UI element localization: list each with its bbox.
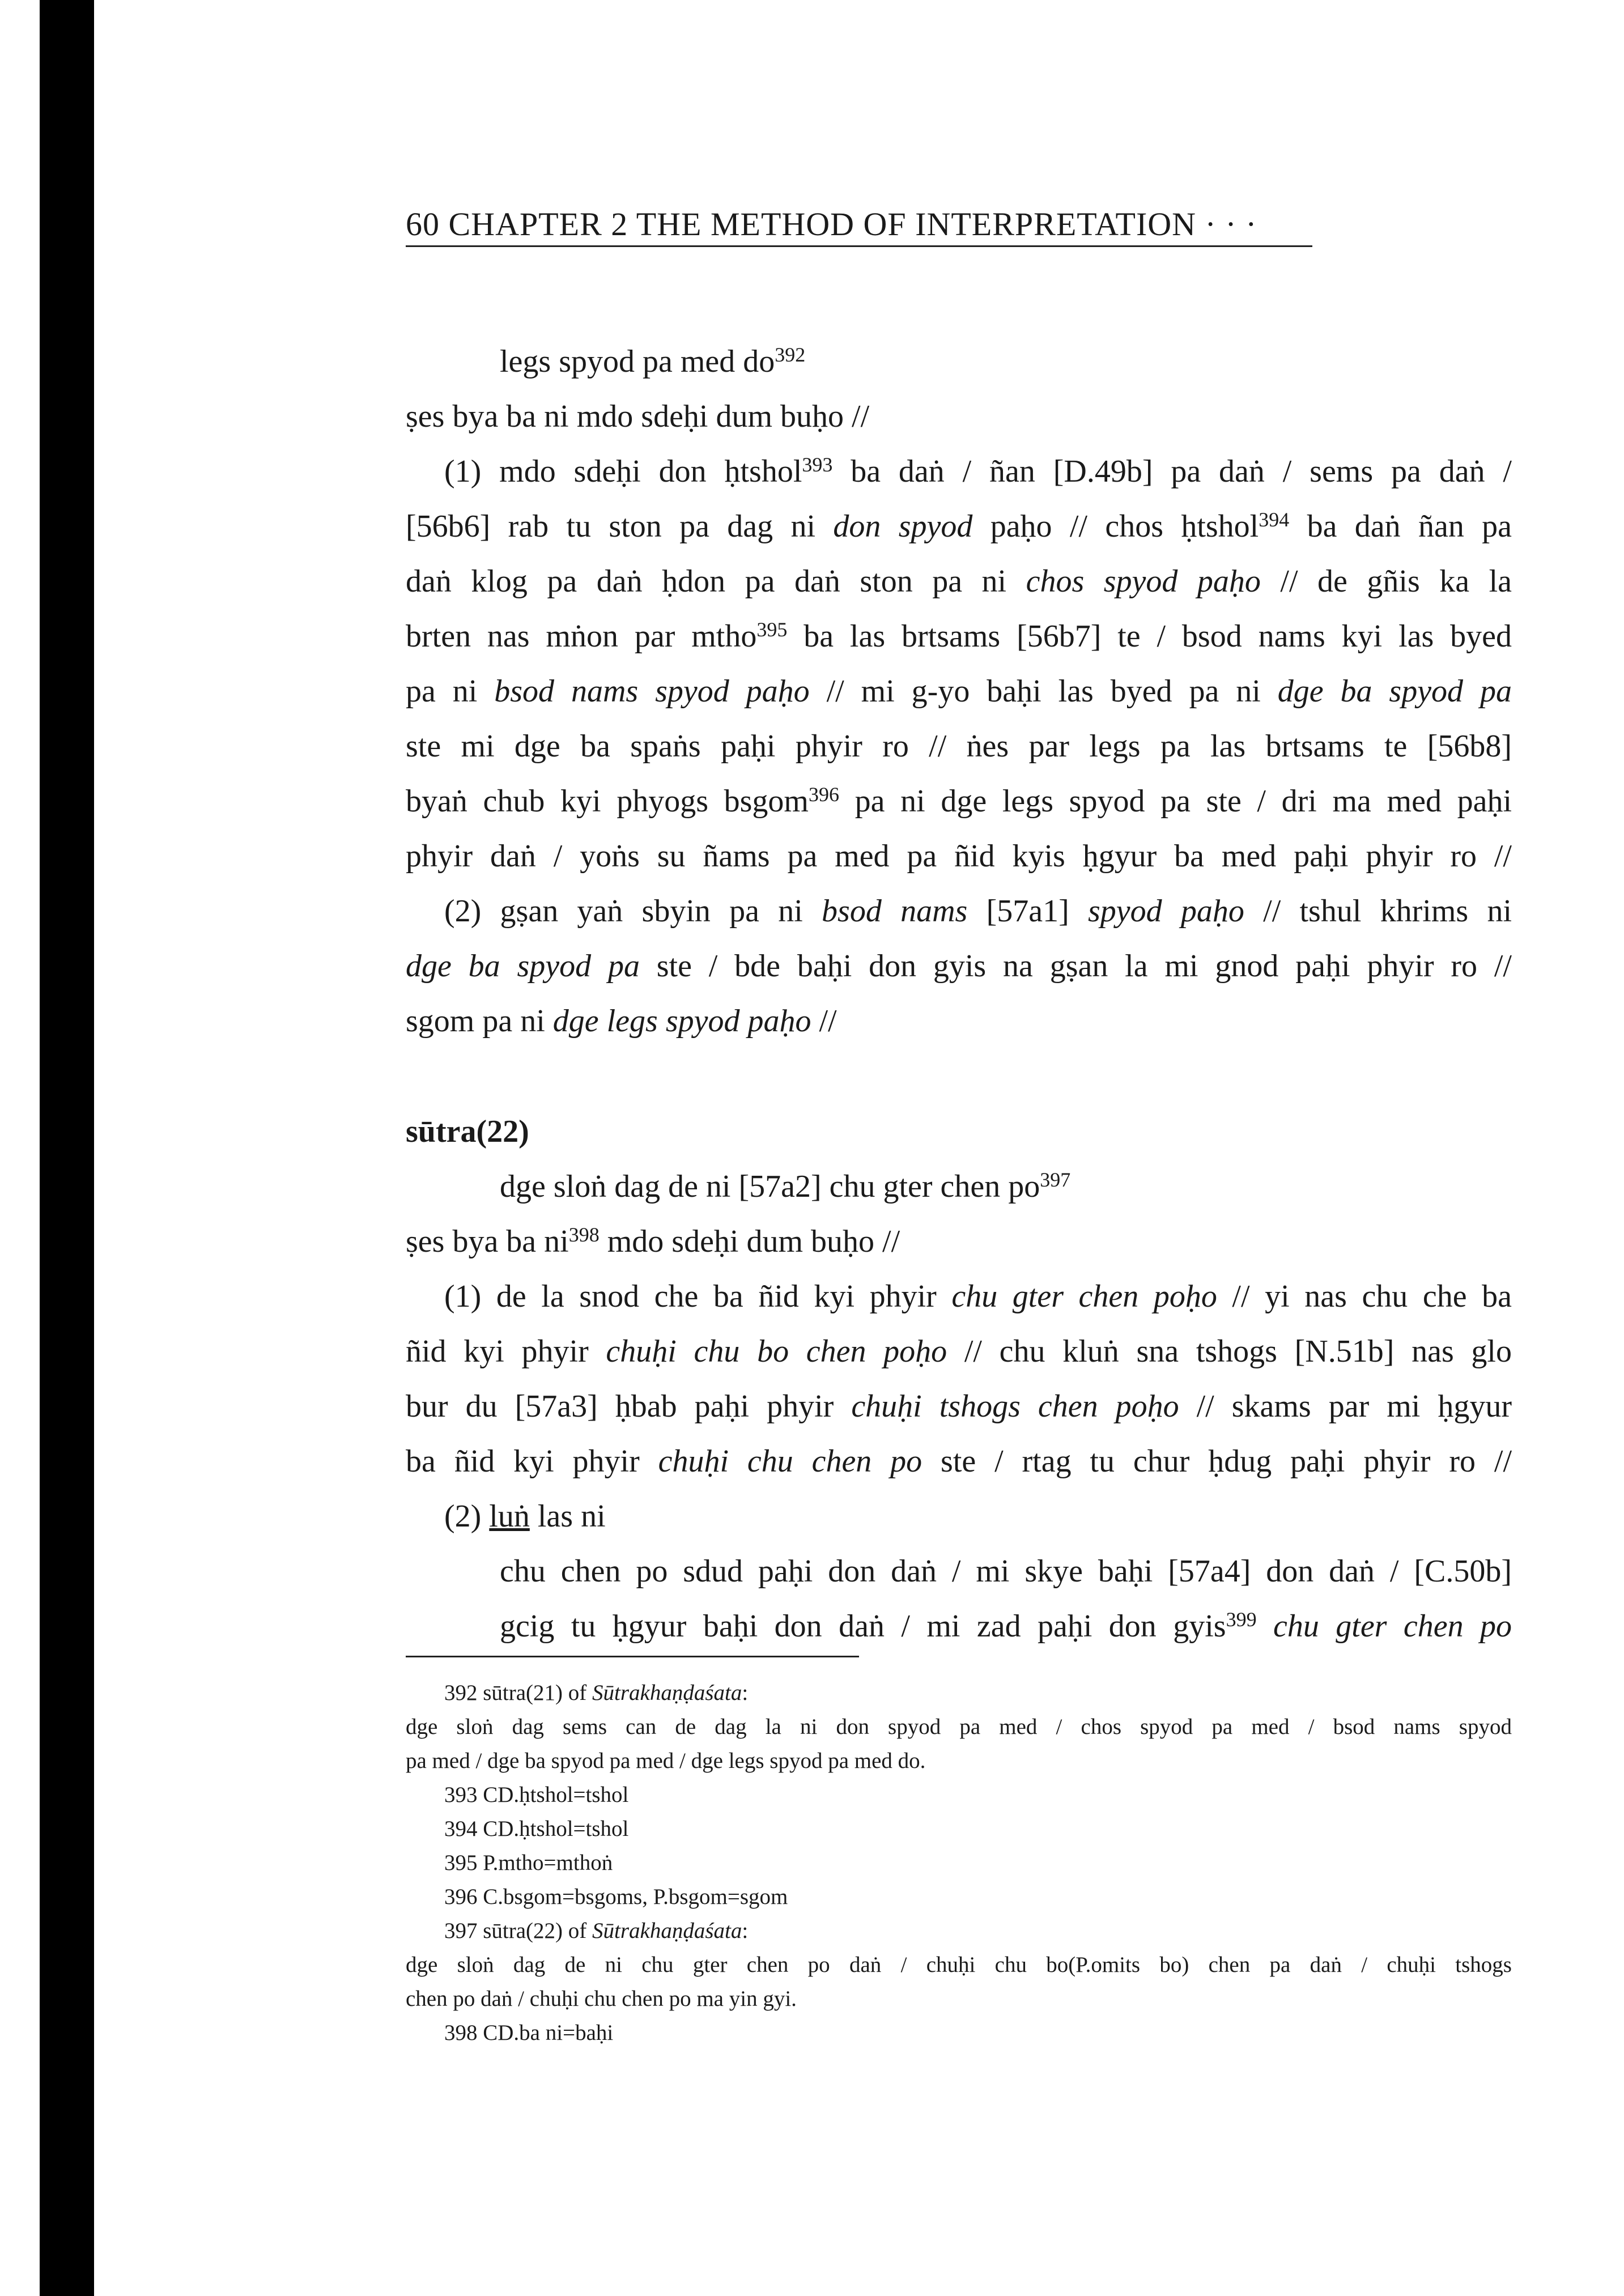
text-line: brten nas mṅon par mtho$^{395}$ ba las brtsams [56b7] te / bsod nams kyi las byed	[406, 618, 1512, 654]
footnote-text: pa med / dge ba spyod pa med / dge legs spyod pa med do.	[406, 1749, 926, 1773]
footnote-ref[interactable]: 398	[568, 1223, 600, 1246]
text-line: ba ñid kyi phyir chuḥi chu chen po ste / rtag tu chur ḥdug paḥi phyir ro //	[406, 1444, 1512, 1479]
footnote-398: 398 CD.ba ni=baḥi	[444, 2021, 614, 2045]
footnote-396: 396 C.bsgom=bsgoms, P.bsgom=sgom	[444, 1885, 788, 1909]
text-line: ṣes bya ba $ni^{398}$ mdo sdeḥi dum buḥo //	[406, 1223, 900, 1259]
footnote-397: 397 sūtra(22) of Sūtrakhaṇḍaśata:	[444, 1919, 749, 1943]
footnote-divider	[406, 1656, 859, 1657]
text-line: pa ni bsod nams spyod paḥo // mi g-yo baḥi las byed pa ni dge ba spyod pa	[406, 674, 1512, 709]
footnote-text: dge sloṅ dag sems can de dag la ni don spyod pa med / chos spyod pa med / bsod nams spyod	[406, 1715, 1512, 1739]
scan-edge-bar	[40, 0, 94, 2296]
text-line: (1) de la snod che ba ñid kyi phyir chu gter chen poḥo // yi nas chu che ba	[444, 1279, 1512, 1314]
footnote-395: 395 P.mtho=mthoṅ	[444, 1851, 613, 1875]
section-heading: sūtra(22)	[406, 1114, 529, 1149]
text-line: ñid kyi phyir chuḥi chu bo chen poḥo // chu kluṅ sna tshogs [N.51b] nas glo	[406, 1334, 1512, 1369]
text-line: ṣes bya ba ni mdo sdeḥi dum buḥo //	[406, 399, 870, 434]
text-line: daṅ klog pa daṅ ḥdon pa daṅ ston pa ni chos spyod paḥo // de gñis ka la	[406, 564, 1512, 599]
text-line: (1) mdo sdeḥi don ḥtshol$^{393}$ ba daṅ / ñan [D.49b] pa daṅ / sems pa daṅ /	[444, 453, 1512, 489]
footnote-ref[interactable]: 395	[756, 618, 788, 641]
footnote-ref[interactable]: 397	[1040, 1168, 1071, 1191]
text-line: bur du [57a3] ḥbab paḥi phyir chuḥi tshogs chen poḥo // skams par mi ḥgyur	[406, 1389, 1512, 1424]
text-line: ste mi dge ba spaṅs paḥi phyir ro // ṅes par legs pa las brtsams te [56b8]	[406, 729, 1512, 764]
text-line: (2) gṣan yaṅ sbyin pa ni bsod nams [57a1] spyod paḥo // tshul khrims ni	[444, 894, 1512, 929]
text-line: chu chen po sdud paḥi don daṅ / mi skye baḥi [57a4] don daṅ / [C.50b]	[500, 1554, 1512, 1589]
footnote-ref[interactable]: 392	[775, 343, 806, 366]
text-line: phyir daṅ / yoṅs su ñams pa med pa ñid kyis ḥgyur ba med paḥi phyir ro //	[406, 839, 1512, 874]
text-line: dge sloṅ dag de ni [57a2] chu gter chen $po^{397}$	[500, 1168, 1071, 1204]
footnote-ref[interactable]: 396	[808, 783, 839, 806]
main-text	[406, 334, 1512, 1654]
footnote-ref[interactable]: 399	[1226, 1608, 1257, 1631]
text-line: sgom pa ni dge legs spyod paḥo //	[406, 1004, 837, 1039]
text-line: [56b6] rab tu ston pa dag ni don spyod paḥo // chos ḥtshol$^{394}$ ba daṅ ñan pa	[406, 508, 1512, 544]
footnote-392: 392 sūtra(21) of Sūtrakhaṇḍaśata:	[444, 1681, 749, 1705]
text-line: gcig tu ḥgyur baḥi don daṅ / mi zad paḥi don gyis$^{399}$ chu gter chen po	[500, 1608, 1512, 1644]
text-line: dge ba spyod pa ste / bde baḥi don gyis na gṣan la mi gnod paḥi phyir ro //	[406, 949, 1512, 984]
text-line: legs spyod pa med $do^{392}$	[500, 343, 806, 379]
footnote-ref[interactable]: 393	[802, 453, 833, 476]
footnote-text: chen po daṅ / chuḥi chu chen po ma yin gyi.	[406, 1987, 797, 2011]
footnote-text: dge sloṅ dag de ni chu gter chen po daṅ / chuḥi chu bo(P.omits bo) chen pa daṅ / chuḥi tshogs	[406, 1953, 1512, 1977]
footnote-ref[interactable]: 394	[1259, 508, 1290, 531]
footnote-394: 394 CD.ḥtshol=tshol	[444, 1817, 629, 1841]
running-header: 60 CHAPTER 2 THE METHOD OF INTERPRETATION · · ·	[406, 205, 1312, 247]
text-line: (2) luṅ las ni	[444, 1499, 606, 1534]
footnotes	[406, 1676, 1512, 2050]
text-line: byaṅ chub kyi phyogs bsgom$^{396}$ pa ni dge legs spyod pa ste / dri ma med paḥi	[406, 783, 1512, 819]
footnote-393: 393 CD.ḥtshol=tshol	[444, 1783, 629, 1807]
